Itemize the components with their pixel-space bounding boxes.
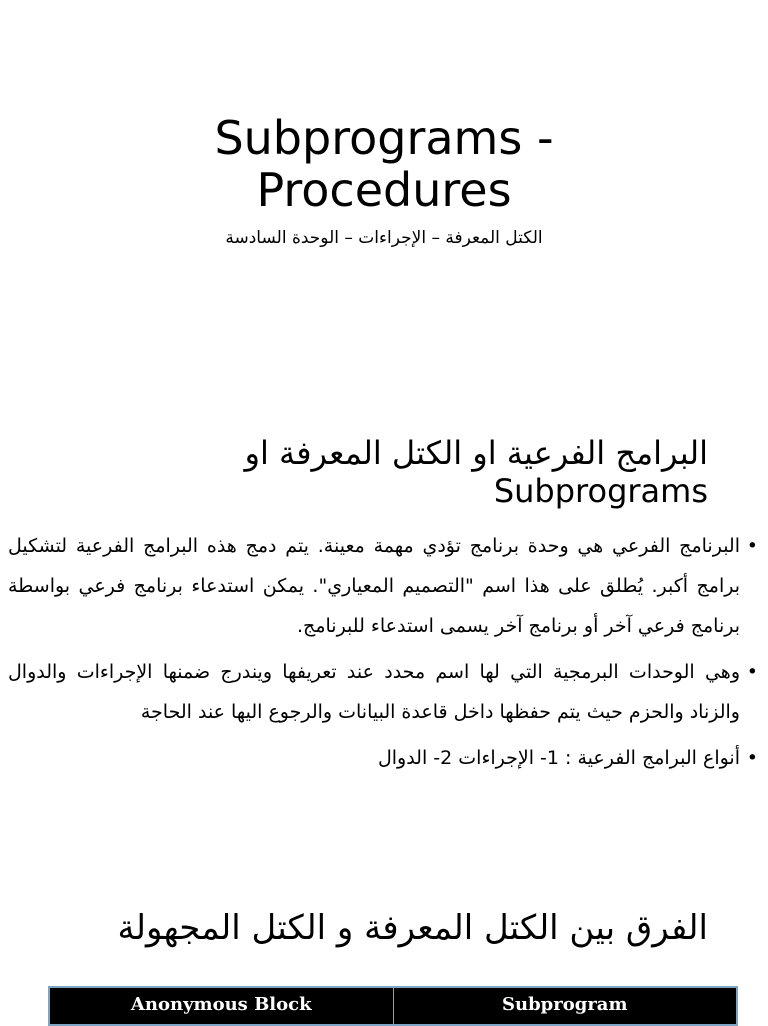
section-heading-line-1: البرامج الفرعية او الكتل المعرفة او (244, 434, 708, 472)
bullet-item (8, 738, 758, 778)
table-header-subprogram: Subprogram (393, 988, 737, 1024)
slide-subtitle: الكتل المعرفة – الإجراءات – الوحدة السادسة (225, 228, 543, 248)
bullet-list (8, 526, 758, 784)
difference-heading: الفرق بين الكتل المعرفة و الكتل المجهولة (117, 908, 708, 948)
bullet-text: وهي الوحدات البرمجية التي لها اسم محدد عند تعريفها ويندرج ضمنها الإجراءات والدوال والزناد والحزم حيث يتم حفظها داخل قاعدة البيانات والرجوع اليها عند الحاجة (8, 661, 740, 723)
comparison-table-header (48, 986, 738, 1026)
section-heading (40, 434, 708, 510)
bullet-dot: • (746, 535, 758, 557)
bullet-item (8, 526, 758, 646)
bullet-item (8, 652, 758, 732)
slide-title-line-1: Subprograms - (214, 111, 554, 165)
slide-title-line-2: Procedures (256, 163, 512, 217)
section-heading-line-2: Subprograms (493, 472, 708, 510)
bullet-dot: • (746, 661, 758, 683)
table-header-anonymous-block: Anonymous Block (130, 994, 312, 1015)
bullet-text: البرنامج الفرعي هي وحدة برنامج تؤدي مهمة معينة. يتم دمج هذه البرامج الفرعية لتشكيل برامج أكبر. يُطلق على هذا اسم "التصميم المعياري". يمكن استدعاء برنامج فرعي بواسطة برنامج فرعي آخر أو برنامج آخر يسمى استدعاء للبرنامج. (8, 535, 740, 637)
slide-title (100, 112, 668, 216)
bullet-dot: • (746, 747, 758, 769)
bullet-text: أنواع البرامج الفرعية : 1- الإجراءات 2- الدوال (377, 747, 740, 769)
